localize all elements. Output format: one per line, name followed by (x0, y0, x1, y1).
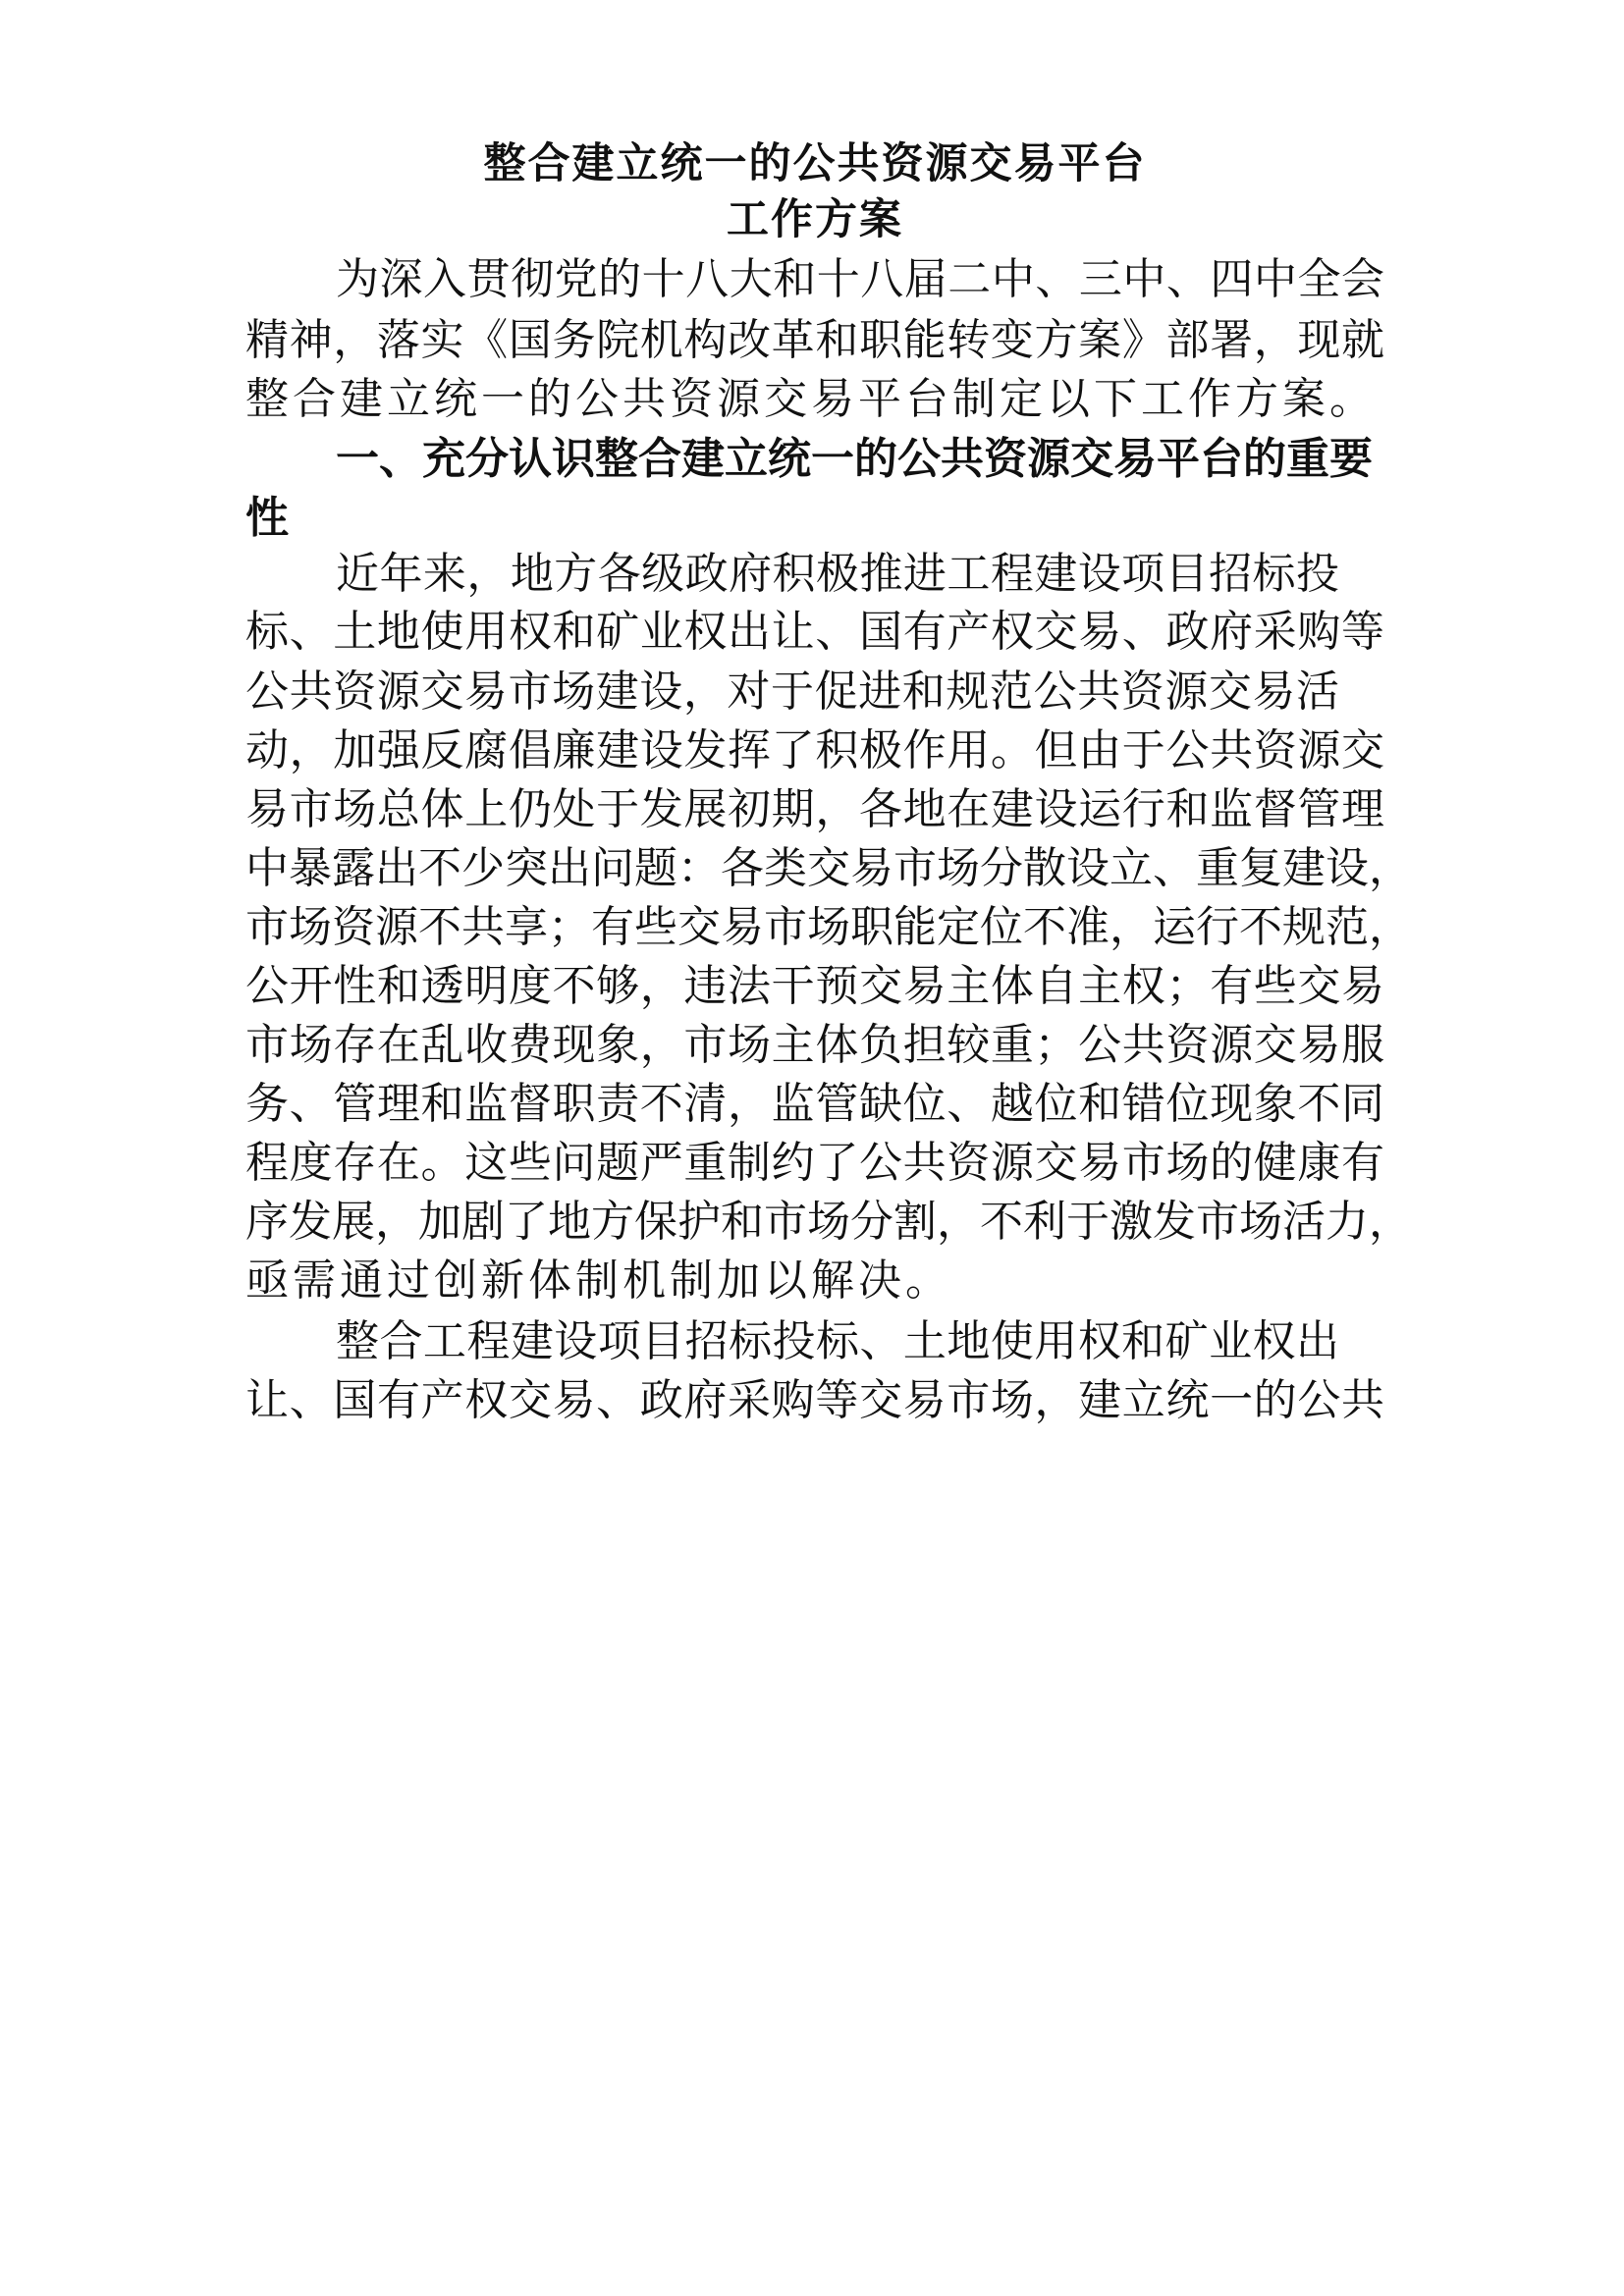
para-1-line-3: 公共资源交易市场建设，对于促进和规范公共资源交易活 (245, 667, 1339, 717)
section-1-heading-line-2: 性 (245, 493, 289, 543)
para-1-line-12: 序发展，加剧了地方保护和市场分割，不利于激发市场活力， (245, 1197, 1412, 1247)
para-1-line-8: 公开性和透明度不够，违法干预交易主体自主权；有些交易 (245, 961, 1384, 1011)
intro-line-1: 为深入贯彻党的十八大和十八届二中、三中、四中全会 (336, 254, 1384, 304)
para-2-line-2: 让、国有产权交易、政府采购等交易市场，建立统一的公共 (245, 1375, 1384, 1425)
para-1-line-4: 动，加强反腐倡廉建设发挥了积极作用。但由于公共资源交 (245, 725, 1384, 775)
intro-line-2: 精神，落实《国务院机构改革和职能转变方案》部署，现就 (245, 315, 1384, 365)
para-1-line-6: 中暴露出不少突出问题：各类交易市场分散设立、重复建设， (245, 843, 1412, 893)
para-1-line-7: 市场资源不共享；有些交易市场职能定位不准，运行不规范， (245, 902, 1412, 952)
para-1-line-2: 标、土地使用权和矿业权出让、国有产权交易、政府采购等 (245, 607, 1384, 657)
para-1-line-11: 程度存在。这些问题严重制约了公共资源交易市场的健康有 (245, 1138, 1384, 1188)
para-1-line-5: 易市场总体上仍处于发展初期，各地在建设运行和监督管理 (245, 784, 1384, 834)
document-title-line-2: 工作方案 (727, 195, 903, 244)
para-1-line-13: 亟需通过创新体制机制加以解决。 (245, 1255, 952, 1306)
para-2-line-1: 整合工程建设项目招标投标、土地使用权和矿业权出 (336, 1316, 1339, 1366)
para-1-line-10: 务、管理和监督职责不清，监管缺位、越位和错位现象不同 (245, 1079, 1384, 1129)
document-title-line-1: 整合建立统一的公共资源交易平台 (483, 139, 1147, 188)
section-1-heading-line-1: 一、充分认识整合建立统一的公共资源交易平台的重要 (336, 434, 1373, 484)
para-1-line-9: 市场存在乱收费现象，市场主体负担较重；公共资源交易服 (245, 1020, 1384, 1070)
para-1-line-1: 近年来，地方各级政府积极推进工程建设项目招标投 (336, 549, 1339, 599)
intro-line-3: 整合建立统一的公共资源交易平台制定以下工作方案。 (245, 374, 1377, 424)
